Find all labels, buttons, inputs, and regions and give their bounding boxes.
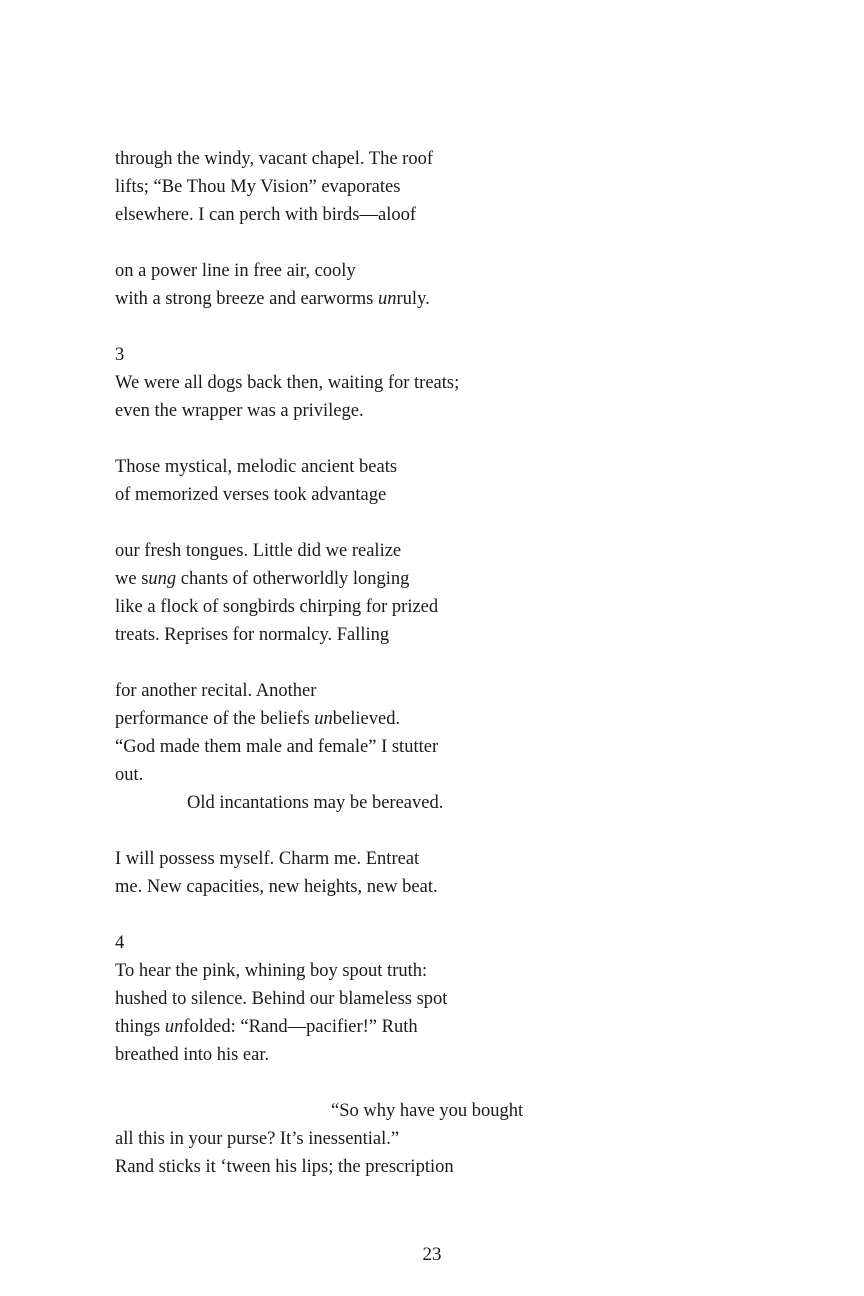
poem-line: out. [115, 765, 144, 785]
section-number: 3 [115, 345, 125, 365]
poem-line: We were all dogs back then, waiting for treats; [115, 373, 460, 393]
stanza-break [115, 313, 795, 341]
italic-emphasis: ung [148, 569, 177, 589]
stanza-break [115, 817, 795, 845]
stanza-break [115, 901, 795, 929]
page-number: 23 [422, 1244, 442, 1265]
poem-line: of memorized verses took advantage [115, 485, 387, 505]
poem-line: lifts; “Be Thou My Vision” evaporates [115, 177, 401, 197]
poem-line: like a flock of songbirds chirping for prized [115, 597, 439, 617]
poem-line: performance of the beliefs unbelieved. [115, 709, 401, 729]
poem-line: on a power line in free air, cooly [115, 261, 356, 281]
poem-line: me. New capacities, new heights, new beat. [115, 877, 438, 897]
poem-line: for another recital. Another [115, 681, 317, 701]
poem-line: breathed into his ear. [115, 1045, 270, 1065]
poem-line: elsewhere. I can perch with birds—aloof [115, 205, 417, 225]
italic-emphasis: un [314, 709, 333, 729]
stanza-break [115, 509, 795, 537]
italic-emphasis: un [164, 1017, 184, 1037]
poem-line: Those mystical, melodic ancient beats [115, 457, 398, 477]
stanza-break [115, 649, 795, 677]
poem-line: treats. Reprises for normalcy. Falling [115, 625, 390, 645]
stanza-break [115, 425, 795, 453]
poem-line: our fresh tongues. Little did we realize [115, 541, 402, 561]
italic-emphasis: un [378, 289, 397, 309]
poem-body [115, 145, 795, 1181]
poem-line: To hear the pink, whining boy spout truth: [115, 961, 428, 981]
poem-line: Rand sticks it ‘tween his lips; the prescription [115, 1157, 454, 1177]
stanza-break [115, 229, 795, 257]
poem-line: I will possess myself. Charm me. Entreat [115, 849, 420, 869]
poem-line-indented: Old incantations may be bereaved. [187, 793, 444, 813]
poem-line: with a strong breeze and earworms unruly. [115, 289, 430, 309]
poem-line: things unfolded: “Rand—pacifier!” Ruth [115, 1017, 418, 1037]
poem-line-indented: “So why have you bought [331, 1101, 524, 1121]
poem-line: we sung chants of otherworldly longing [115, 569, 410, 589]
poem-line: even the wrapper was a privilege. [115, 401, 364, 421]
section-number: 4 [115, 933, 125, 953]
poem-line: all this in your purse? It’s inessential.” [115, 1129, 400, 1149]
poem-line: “God made them male and female” I stutter [115, 737, 439, 757]
stanza-break [115, 1069, 795, 1097]
poem-line: through the windy, vacant chapel. The roof [115, 149, 433, 169]
poem-line: hushed to silence. Behind our blameless spot [115, 989, 448, 1009]
